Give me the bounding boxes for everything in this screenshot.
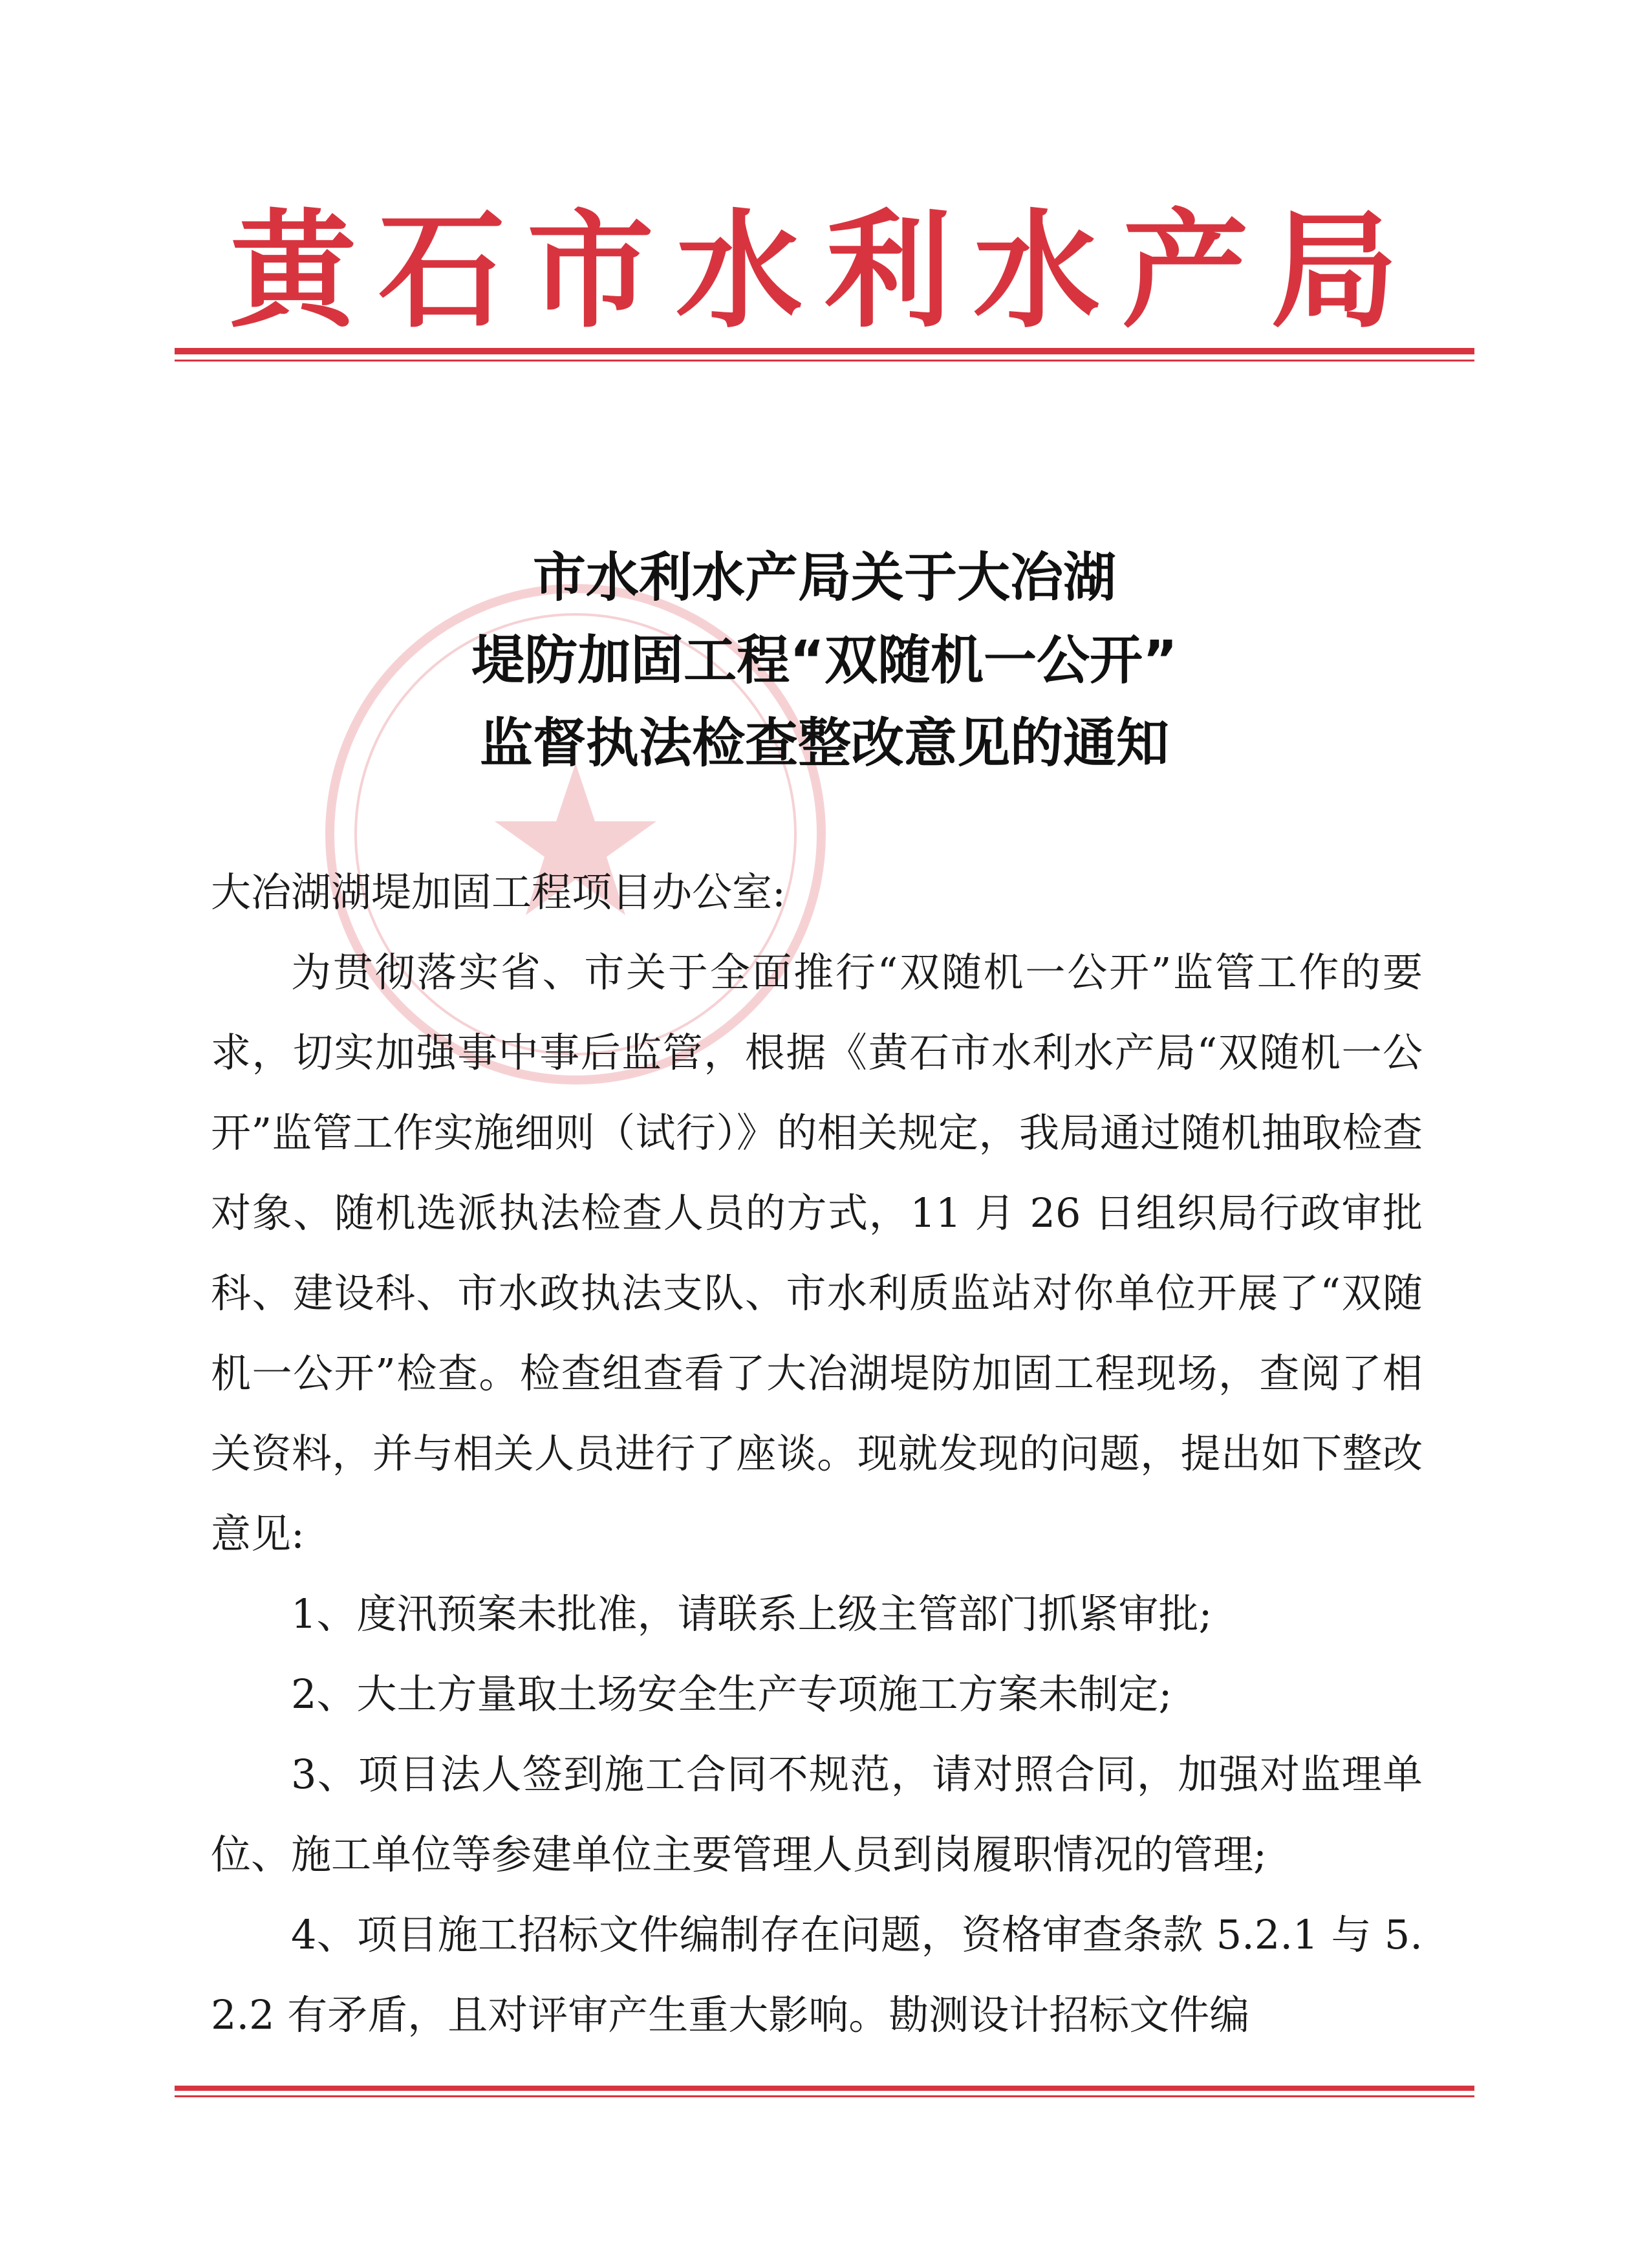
document-title: [0, 537, 1649, 785]
footer-rule-thin: [175, 2095, 1474, 2097]
document-body: [211, 852, 1423, 2055]
paragraph-item-2: 2、大土方量取土场安全生产专项施工方案未制定;: [291, 1670, 1172, 1718]
title-line-2: 堤防加固工程“双随机一公开”: [471, 630, 1178, 691]
title-line-3: 监督执法检查整改意见的通知: [479, 713, 1169, 774]
footer-rule-thick: [175, 2086, 1474, 2091]
salutation: 大冶湖湖堤加固工程项目办公室:: [211, 869, 786, 916]
paragraph-item-1: 1、度汛预案未批准，请联系上级主管部门抓紧审批;: [291, 1590, 1212, 1637]
paragraph-item-4: 4、项目施工招标文件编制存在问题，资格审查条款 5.2.1 与 5.2.2 有矛盾，且对评审产生重大影响。勘测设计招标文件编: [211, 1911, 1423, 2038]
paragraph-intro: 为贯彻落实省、市关于全面推行“双随机一公开”监管工作的要求，切实加强事中事后监管，根据《黄石市水利水产局“双随机一公开”监管工作实施细则（试行）》的相关规定，我局通过随机抽取检查对象、随机选派执法检查人员的方式，11 月 26 日组织局行政审批科、建设科、市水政执法支队、市水利质监站对你单位开展了“双随机一公开”检查。检查组查看了大冶湖堤防加固工程现场，查阅了相关资料，并与相关人员进行了座谈。现就发现的问题，提出如下整改意见:: [211, 949, 1423, 1557]
paragraph-item-3: 3、项目法人签到施工合同不规范，请对照合同，加强对监理单位、施工单位等参建单位主要管理人员到岗履职情况的管理;: [211, 1751, 1423, 1878]
title-line-1: 市水利水产局关于大冶湖: [532, 547, 1116, 609]
letterhead-title: 黄石市水利水产局: [229, 198, 1419, 345]
letterhead-rule-thick: [175, 348, 1474, 354]
letterhead-rule-thin: [175, 360, 1474, 362]
